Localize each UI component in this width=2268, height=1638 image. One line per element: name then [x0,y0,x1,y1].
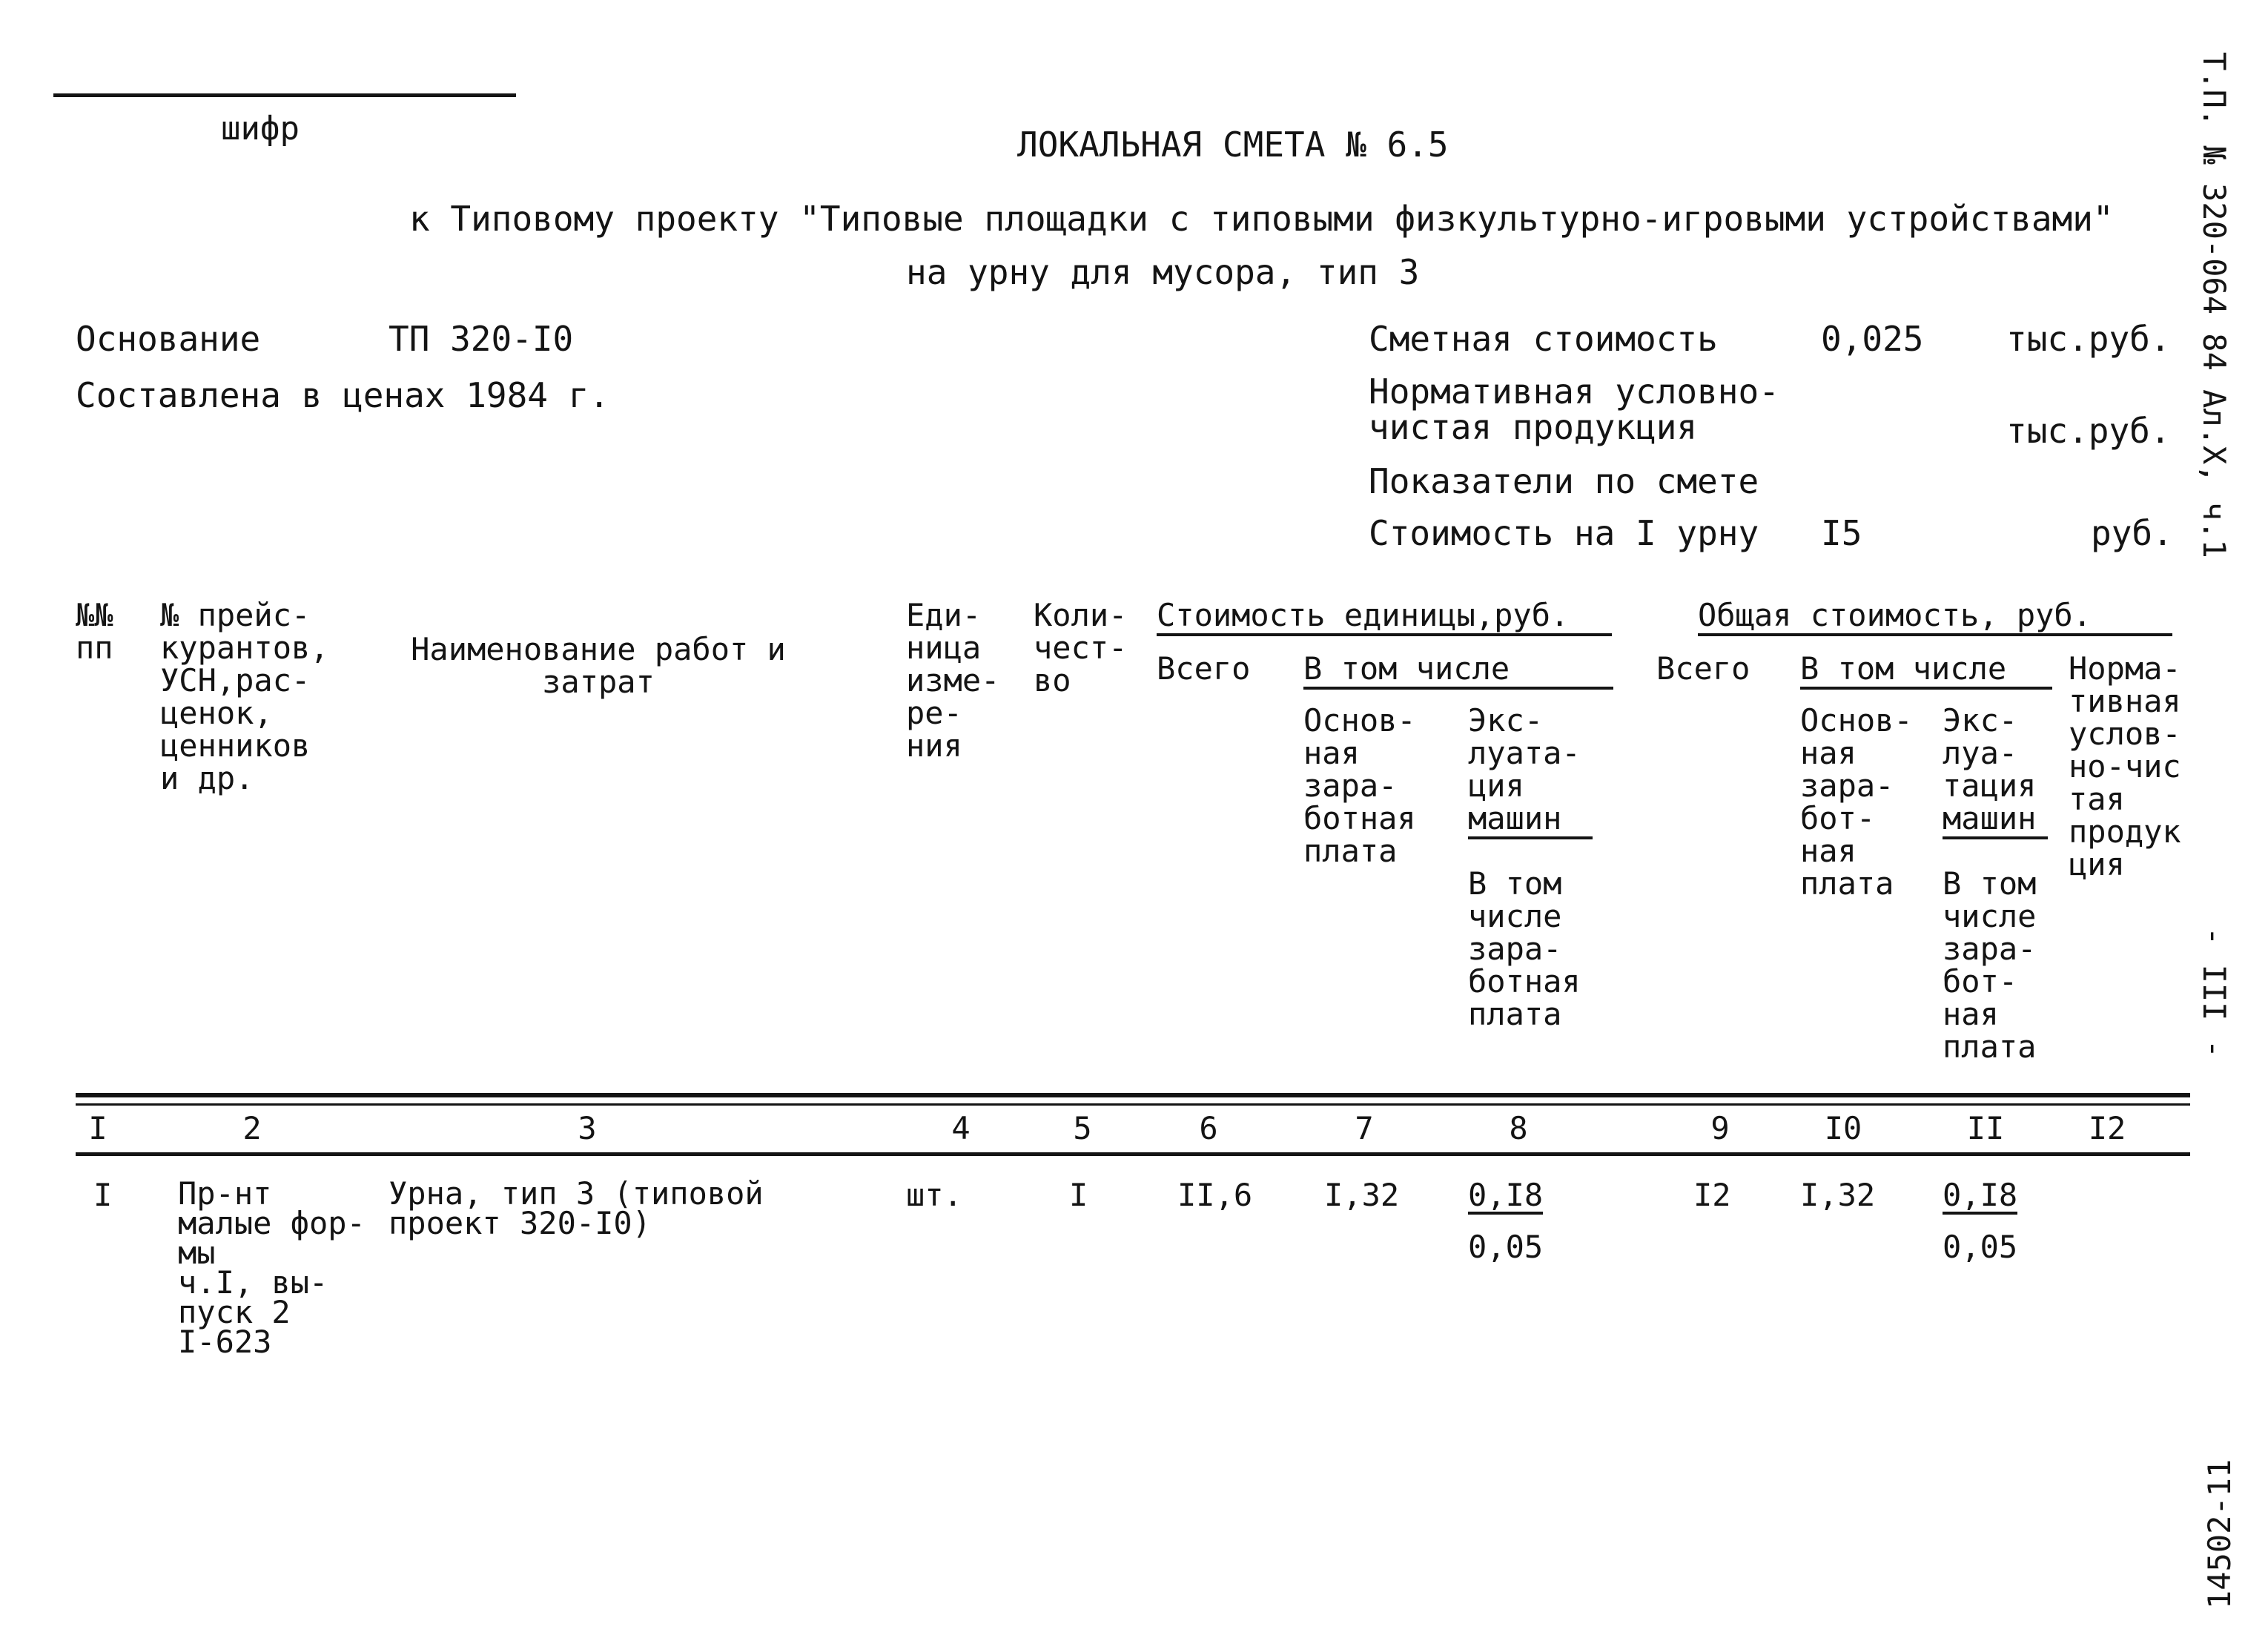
header-col-10: Основ- ная зара- бот- ная плата [1800,702,1913,902]
col-num-3: 3 [578,1110,597,1146]
header-col-11-bottom: В том числе зара- бот- ная плата [1943,865,2037,1065]
basis-value: ТП 320-I0 [389,319,574,359]
row-unit: шт. [906,1177,962,1213]
header-col-11-top: Экс- луа- тация машин [1943,704,2048,839]
header-rule-top [76,1093,2190,1097]
column-numbers-rule [76,1152,2190,1156]
row-unit-total: II,6 [1177,1177,1253,1213]
header-col-12: Норма- тивная услов- но-чис тая продук ция [2069,650,2181,882]
header-col-7: Основ- ная зара- ботная плата [1303,702,1416,869]
header-col-2: № прейс- курантов, УСН,рас- ценок, ценников и др. [160,597,329,796]
col-num-7: 7 [1355,1110,1374,1146]
header-col-8-top: Экс- луата- ция машин [1468,704,1593,839]
prices-label: Составлена в ценах 1984 г. [76,375,610,415]
normative-label: Нормативная условно- чистая продукция [1369,371,1779,447]
row-num: I [93,1177,113,1213]
unit-cost-value: I5 [1821,513,1862,553]
col-num-6: 6 [1199,1110,1218,1146]
cost-label: Сметная стоимость [1369,319,1718,359]
header-col-3: Наименование работ и затрат [411,631,786,700]
subtitle-line-1: к Типовому проекту "Типовые площадки с типовыми физкультурно-игровыми устройствами" [409,199,2114,239]
col-num-1: I [88,1110,108,1146]
col-num-5: 5 [1073,1110,1092,1146]
row-name: Урна, тип 3 (типовой проект 320-I0) [389,1175,764,1241]
unit-cost-unit: руб. [2091,513,2173,553]
row-unit-machine-wage: 0,05 [1468,1229,1544,1265]
row-total-wage: I,32 [1800,1177,1876,1213]
unit-cost-label: Стоимость на I урну [1369,513,1759,553]
normative-unit: тыс.руб. [2006,411,2171,451]
row-unit-machine: 0,I8 [1468,1177,1544,1213]
cost-unit: тыс.руб. [2006,319,2171,359]
header-rule-thin [76,1103,2190,1106]
header-col-1: №№ пп [76,597,113,666]
subtitle-line-2: на урну для мусора, тип 3 [906,252,1420,292]
row-total: I2 [1693,1177,1731,1213]
header-col-6: Всего [1157,650,1251,687]
col-num-9: 9 [1710,1110,1730,1146]
col-num-4: 4 [951,1110,971,1146]
code-rule [53,93,516,97]
archive-number: 14502-11 [2201,1459,2238,1609]
code-label: шифр [221,110,300,148]
row-qty: I [1069,1177,1088,1213]
margin-project-code: Т.П. № 320-064 84 Ал.Х, ч.1 [2196,52,2232,558]
col-num-12: I2 [2088,1110,2126,1146]
header-total-incl: В том числе [1800,653,2052,690]
indicators-label: Показатели по смете [1369,461,1759,501]
row-source: Пр-нт малые фор- мы ч.I, вы- пуск 2 I-623 [178,1175,366,1360]
document-title: ЛОКАЛЬНАЯ СМЕТА № 6.5 [1017,125,1449,165]
page-number: - III - [2196,927,2232,1059]
basis-label: Основание [76,319,261,359]
col-num-10: I0 [1824,1110,1862,1146]
header-unit-cost-group: Стоимость единицы,руб. [1157,599,1612,636]
header-col-9: Всего [1656,650,1750,687]
col-num-2: 2 [242,1110,262,1146]
row-total-machine-wage: 0,05 [1943,1229,2018,1265]
header-col-8-bottom: В том числе зара- ботная плата [1468,865,1581,1032]
header-col-5: Коли- чест- во [1034,597,1128,699]
row-total-machine: 0,I8 [1943,1177,2018,1213]
header-col-4: Еди- ница изме- ре- ния [906,597,1000,764]
header-unit-incl: В том числе [1303,653,1613,690]
col-num-11: II [1966,1110,2005,1146]
row-unit-wage: I,32 [1324,1177,1400,1213]
header-total-cost-group: Общая стоимость, руб. [1698,599,2172,636]
col-num-8: 8 [1509,1110,1528,1146]
cost-value: 0,025 [1821,319,1924,359]
